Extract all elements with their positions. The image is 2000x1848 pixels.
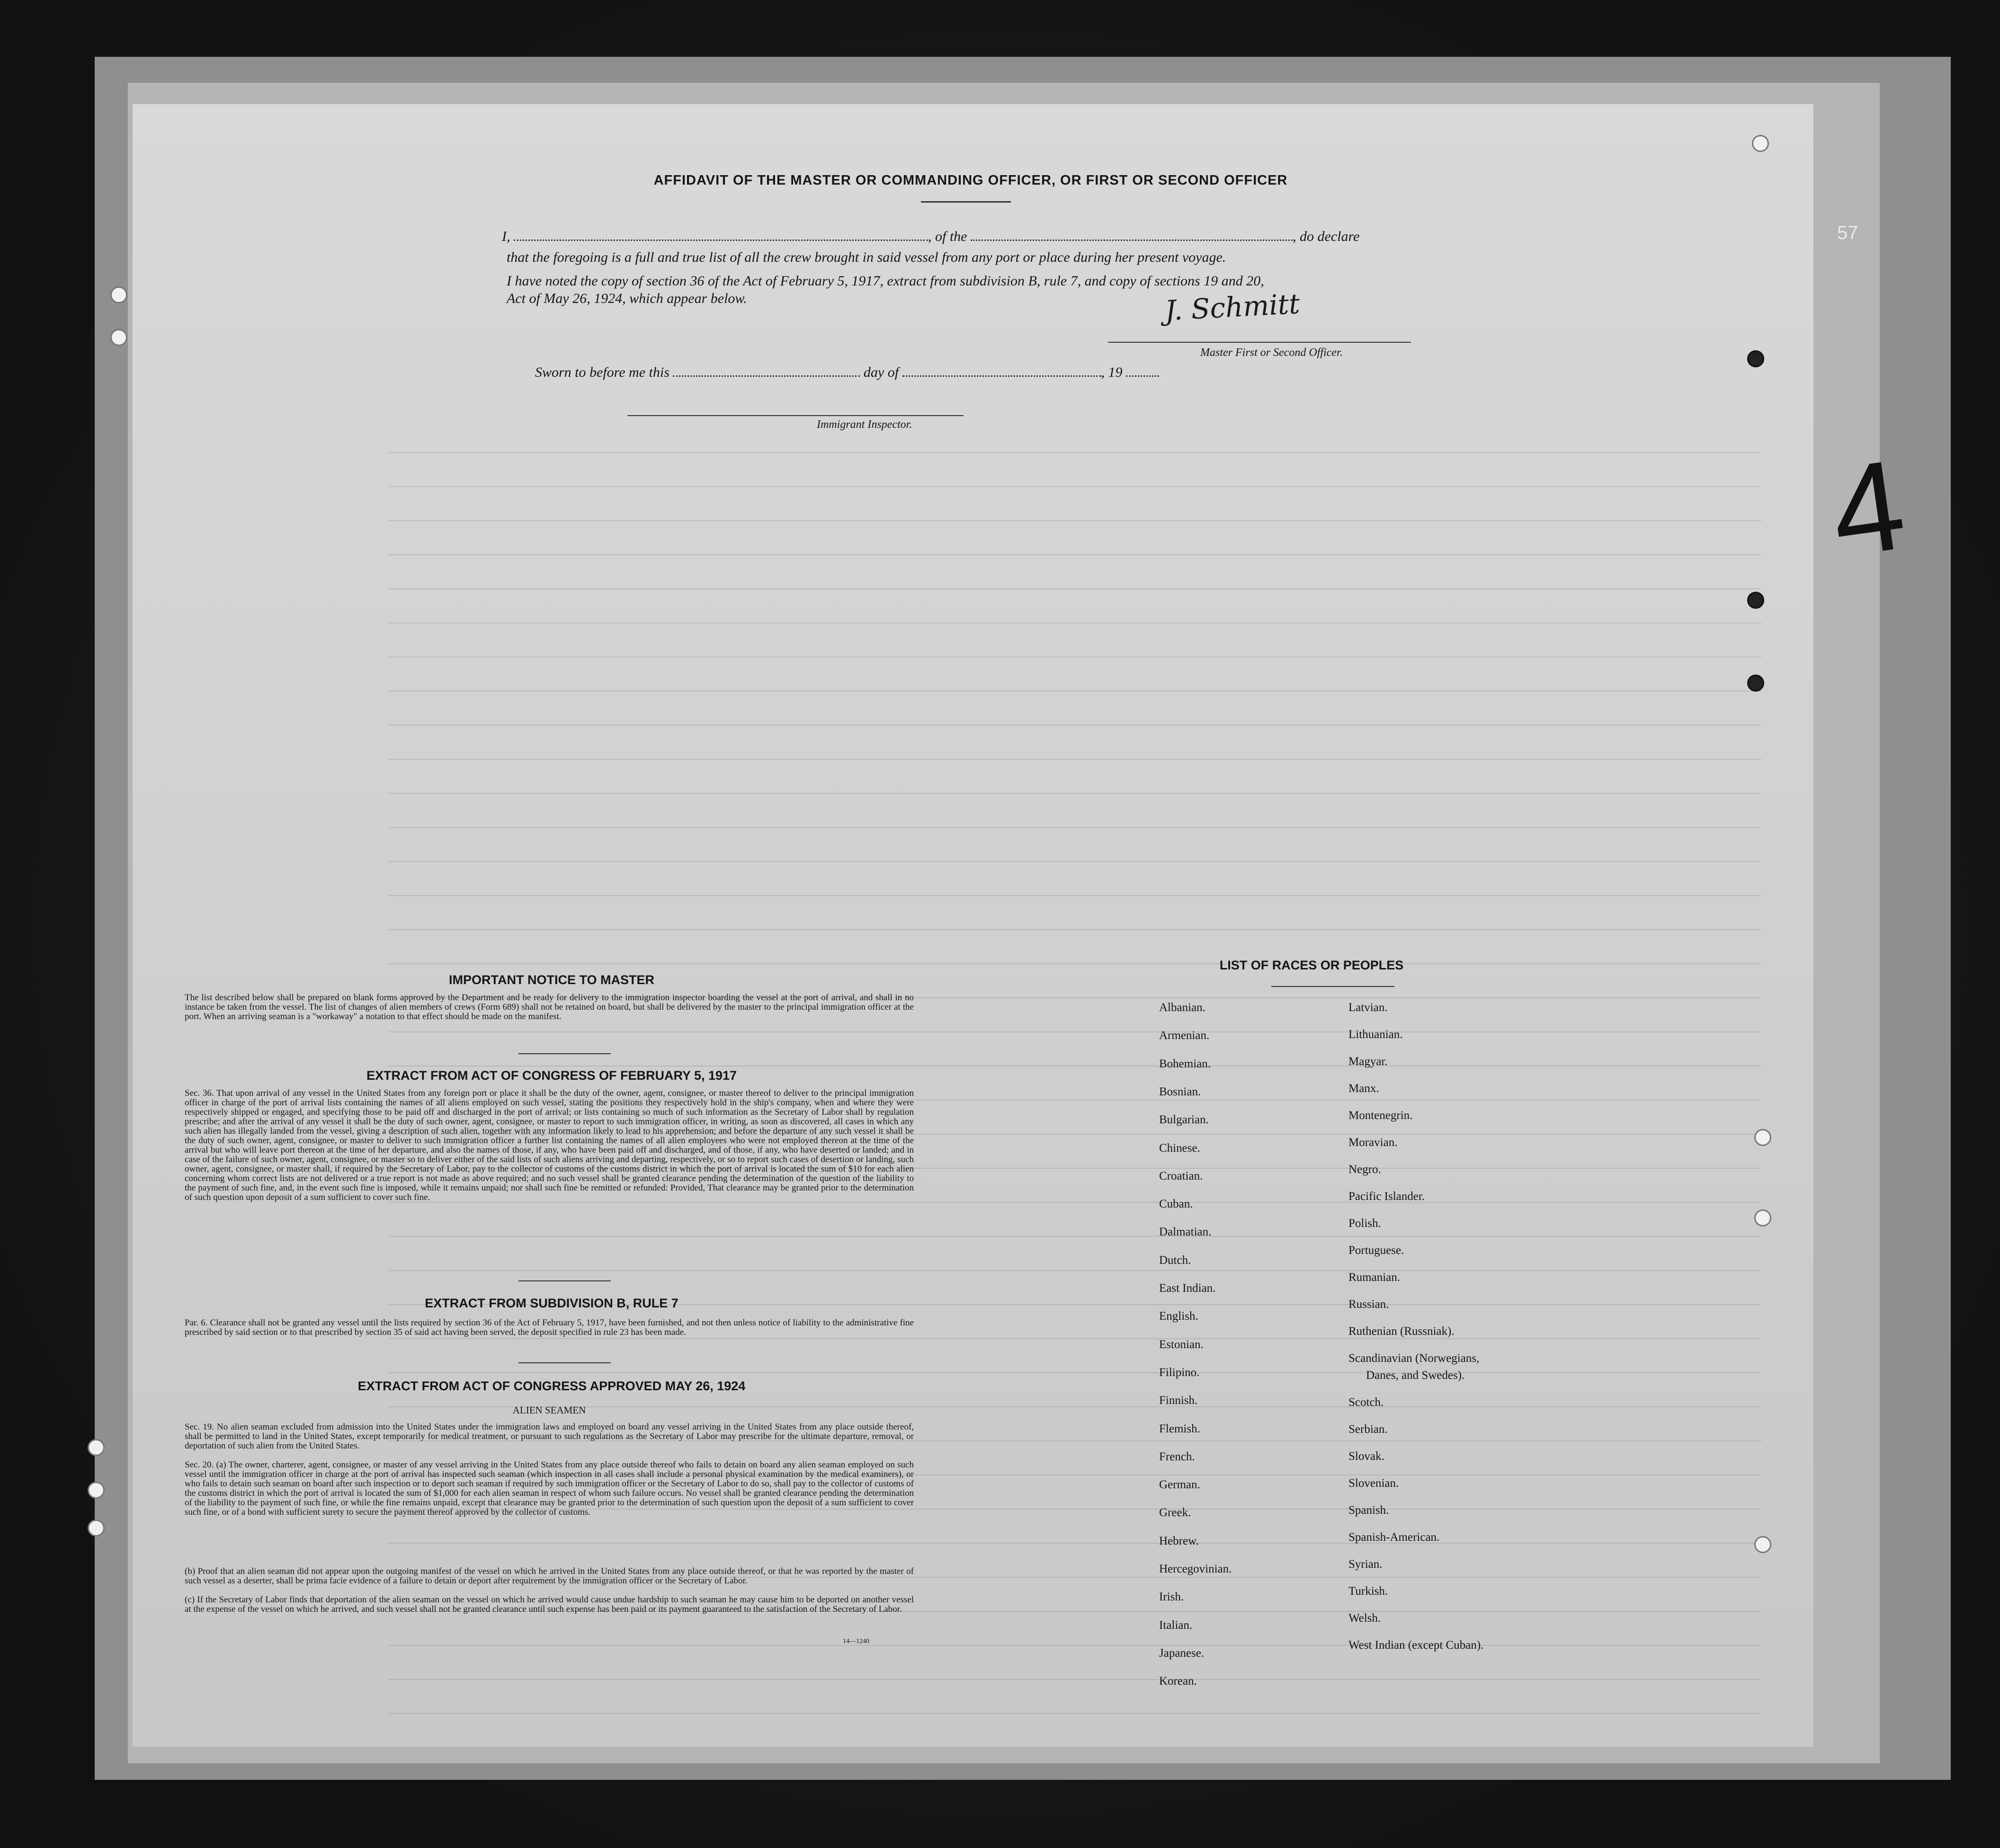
race-item: Irish. xyxy=(1159,1590,1184,1604)
sworn-line xyxy=(535,364,1159,381)
race-item: English. xyxy=(1159,1310,1198,1323)
section-rule xyxy=(518,1280,611,1281)
section-rule xyxy=(518,1362,611,1363)
binder-hole xyxy=(88,1519,105,1537)
affidavit-declare: , do declare xyxy=(1293,229,1360,244)
affidavit-line-4: Act of May 26, 1924, which appear below. xyxy=(507,291,747,306)
race-item: Slovak. xyxy=(1348,1450,1384,1463)
affidavit-line-3: I have noted the copy of section 36 of the Act of February 5, 1917, extract from subdivision B, rule 7, and copy of sections 19 and 20, xyxy=(507,273,1264,289)
race-item: Scotch. xyxy=(1348,1396,1384,1409)
race-item: Hercegovinian. xyxy=(1159,1563,1232,1575)
section-rule xyxy=(518,1053,611,1054)
race-item: Finnish. xyxy=(1159,1394,1198,1407)
race-item: Welsh. xyxy=(1348,1612,1381,1625)
affidavit-of-the: , of the xyxy=(928,229,967,244)
race-item: Spanish-American. xyxy=(1348,1531,1440,1544)
alien-seamen-subtitle: ALIEN SEAMEN xyxy=(512,1404,586,1416)
bleed-through-row xyxy=(388,759,1761,760)
bleed-through-row xyxy=(388,1713,1761,1714)
inspector-line xyxy=(627,415,964,416)
binder-hole xyxy=(1754,1209,1771,1226)
race-item: Russian. xyxy=(1348,1298,1389,1311)
name-blank xyxy=(514,240,928,241)
affidavit-line-2: that the foregoing is a full and true list of all the crew brought in said vessel from any port or place during her present voyage. xyxy=(507,249,1226,265)
race-item: West Indian (except Cuban). xyxy=(1348,1639,1484,1652)
binder-hole xyxy=(1754,1129,1771,1146)
race-item: Serbian. xyxy=(1348,1423,1388,1436)
act-1917-title: EXTRACT FROM ACT OF CONGRESS OF FEBRUARY 5, 1917 xyxy=(366,1068,737,1083)
bleed-through-row xyxy=(388,1645,1761,1646)
binder-hole xyxy=(88,1482,105,1499)
bleed-through-row xyxy=(388,554,1761,555)
notice-title: IMPORTANT NOTICE TO MASTER xyxy=(449,973,654,987)
race-item: Polish. xyxy=(1348,1217,1381,1230)
rule-7-title: EXTRACT FROM SUBDIVISION B, RULE 7 xyxy=(425,1296,679,1310)
race-item: Manx. xyxy=(1348,1082,1379,1095)
bleed-through-row xyxy=(388,1236,1761,1237)
sec-20a-body: Sec. 20. (a) The owner, charterer, agent, consignee, or master of any vessel arriving in the United States from any place outside thereof who fails to detain on board any alien seaman employed on such vessel until the immigration officer in charge at the port of arrival has inspected such seaman (which inspection in all cases shall include a personal physical examination by the medical examiners), or who fails to detain such seaman on board after such inspection or to deport such seaman if required by such immigration officer or the Secretary of Labor to do so, shall pay to the collector of customs of the customs district in which the port of arrival is located the sum of $1,000 for each alien seaman in respect of whom such failure occurs. No vessel shall be granted clearance pending the determination of the liability to the payment of such fine, or while the fine remains unpaid, except that clearance may be granted prior to the determination of such question upon the deposit of a sum sufficient to cover such fine, or of a bond with sufficient surety to secure the payment thereof approved by the collector of customs. xyxy=(185,1460,914,1517)
races-rule xyxy=(1271,986,1394,987)
bleed-through-row xyxy=(388,520,1761,521)
bleed-through-row xyxy=(388,793,1761,794)
bleed-through-row xyxy=(388,963,1761,964)
bleed-through-row xyxy=(388,861,1761,862)
race-item: French. xyxy=(1159,1450,1195,1463)
race-item: Bohemian. xyxy=(1159,1057,1211,1070)
race-item: Japanese. xyxy=(1159,1646,1205,1660)
inspector-caption: Immigrant Inspector. xyxy=(817,418,912,431)
vessel-blank xyxy=(971,240,1293,241)
race-item: Flemish. xyxy=(1159,1422,1200,1435)
year-blank xyxy=(1126,375,1159,377)
bleed-through-row xyxy=(388,1543,1761,1544)
race-item: Hebrew. xyxy=(1159,1534,1199,1547)
race-item: Greek. xyxy=(1159,1506,1191,1519)
race-item: Slovenian. xyxy=(1348,1477,1399,1490)
affidavit-title: AFFIDAVIT OF THE MASTER OR COMMANDING OFFICER, OR FIRST OR SECOND OFFICER xyxy=(653,173,1288,188)
binder-hole xyxy=(1747,675,1764,692)
race-item: Pacific Islander. xyxy=(1348,1190,1425,1203)
race-item: Estonian. xyxy=(1159,1338,1204,1351)
race-item: Albanian. xyxy=(1159,1001,1205,1014)
race-item: East Indian. xyxy=(1159,1282,1216,1295)
race-item: Latvian. xyxy=(1348,1001,1388,1014)
bleed-through-row xyxy=(388,486,1761,487)
affidavit-line-1 xyxy=(502,229,1359,245)
race-item: Filipino. xyxy=(1159,1366,1200,1379)
binder-hole xyxy=(1747,350,1764,367)
race-item: Ruthenian (Russniak). xyxy=(1348,1325,1455,1338)
page-number: 57 xyxy=(1837,222,1858,243)
binder-hole xyxy=(1754,1536,1771,1553)
race-item: Bulgarian. xyxy=(1159,1113,1209,1127)
bleed-through-row xyxy=(388,588,1761,589)
affidavit-i: I, xyxy=(502,229,510,244)
bleed-through-row xyxy=(388,725,1761,726)
race-item: Dutch. xyxy=(1159,1253,1191,1267)
handwritten-numeral: 4 xyxy=(1822,433,1913,584)
race-item: Rumanian. xyxy=(1348,1271,1401,1284)
race-item: Chinese. xyxy=(1159,1141,1200,1155)
bleed-through-row xyxy=(388,1270,1761,1271)
binder-hole xyxy=(110,286,127,303)
bleed-through-row xyxy=(388,1031,1761,1032)
race-item: Scandinavian (Norwegians, xyxy=(1348,1352,1480,1365)
sec-19-body: Sec. 19. No alien seaman excluded from admission into the United States under the immigration laws and employed on board any vessel arriving in the United States from any place outside thereof, shall be permitted to land in the United States, except temporarily for medical treatment, or pursuant to such regulations as the Secretary of Labor may prescribe for the ultimate departure, removal, or deportation of such alien from the United States. xyxy=(185,1422,914,1451)
race-item: Korean. xyxy=(1159,1675,1197,1688)
sec-20c-body: (c) If the Secretary of Labor finds that deportation of the alien seaman on the vessel on which he arrived would cause undue hardship to such seaman he may cause him to be deported on another vessel at the expense of the vessel on which he arrived, and such vessel shall not be granted clearance until such expense has been paid or its payment guaranteed to the satisfaction of the Secretary of Labor. xyxy=(185,1595,914,1614)
act-1917-body: Sec. 36. That upon arrival of any vessel in the United States from any foreign port or place it shall be the duty of the owner, agent, consignee, or master thereof to deliver to the principal immigration officer in charge of the port of arrival lists containing the names of all aliens employed on such vessel, stating the positions they respectively hold in the ship's company, when and where they were respectively shipped or engaged, and specifying those to be paid off and discharged in the port of arrival; or lists containing so much of such information as the Secretary of Labor shall by regulation prescribe; and after the arrival of any vessel it shall be the duty of such owner, agent, consignee, or master to report to such immigration officer, in writing, as soon as discovered, all cases in which any such alien has illegally landed from the vessel, giving a description of such alien, together with any information likely to lead to his apprehension; and before the departure of any such vessel it shall be the duty of such owner, agent, consignee, or master to deliver to such immigration officer a further list containing the names of all alien employees who were not employed thereon at the time of the arrival but who will leave port thereon at the time of her departure, and also the names of those, if any, who have been paid off and discharged, and of those, if any, who have deserted or landed; and in case of the failure of such owner, agent, consignee, or master so to deliver either of the said lists of such aliens arriving and departing, respectively, or so to report such cases of desertion or landing, such owner, agent, consignee, or master shall, if required by the Secretary of Labor, pay to the collector of customs of the customs district in which the port of arrival is located the sum of $10 for each alien concerning whom correct lists are not delivered or a true report is not made as above required; and no such vessel shall be granted clearance pending the determination of the question of the liability to the payment of such fine, and, in the event such fine is imposed, while it remains unpaid; nor shall such fine be remitted or refunded: Provided, That clearance may be granted prior to the determination of such question upon deposit of a sum sufficient to cover such fine. xyxy=(185,1088,914,1202)
master-signature: J. Schmitt xyxy=(1164,287,1301,327)
notice-body: The list described below shall be prepared on blank forms approved by the Department and be ready for delivery to the immigration inspector boarding the vessel at the port of arrival, and shall in no instance be taken from the vessel. The list of changes of alien members of crews (Form 689) shall not be retained on board, but shall be delivered by the master to the principal immigration officer at the port. When an arriving seaman is a "workaway" a notation to that effect should be made on the manifest. xyxy=(185,993,914,1022)
sworn-start: Sworn to before me this xyxy=(535,364,670,380)
race-item: German. xyxy=(1159,1478,1200,1492)
race-item: Croatian. xyxy=(1159,1169,1203,1182)
sworn-year: , 19 xyxy=(1101,364,1123,380)
race-item: Italian. xyxy=(1159,1618,1193,1632)
sworn-day-of: day of xyxy=(863,364,899,380)
race-item: Lithuanian. xyxy=(1348,1028,1403,1041)
binder-hole xyxy=(88,1439,105,1456)
bleed-through-row xyxy=(388,929,1761,930)
bleed-through-row xyxy=(388,452,1761,453)
race-item: Spanish. xyxy=(1348,1504,1389,1517)
month-blank xyxy=(902,375,1101,377)
race-item: Armenian. xyxy=(1159,1029,1210,1042)
bleed-through-row xyxy=(388,827,1761,828)
race-item: Bosnian. xyxy=(1159,1085,1201,1098)
bleed-through-row xyxy=(388,622,1761,623)
form-number: 14—1240 xyxy=(843,1638,869,1645)
race-item: Montenegrin. xyxy=(1348,1109,1413,1122)
act-1924-title: EXTRACT FROM ACT OF CONGRESS APPROVED MAY 26, 1924 xyxy=(357,1379,746,1393)
race-item: Syrian. xyxy=(1348,1558,1383,1571)
bleed-through-row xyxy=(388,1338,1761,1339)
race-item: Dalmatian. xyxy=(1159,1226,1212,1239)
binder-hole xyxy=(1752,135,1769,152)
race-item: Turkish. xyxy=(1348,1585,1388,1598)
sec-20b-body: (b) Proof that an alien seaman did not appear upon the outgoing manifest of the vessel on which he arrived in the United States from any place outside thereof, or that he was reported by the master of such vessel as a deserter, shall be prima facie evidence of a failure to detain or deport after requirement by the immigration officer or the Secretary of Labor. xyxy=(185,1566,914,1586)
bleed-through-row xyxy=(388,895,1761,896)
race-item: Portuguese. xyxy=(1348,1244,1404,1257)
race-item: Moravian. xyxy=(1348,1136,1398,1149)
race-item: Danes, and Swedes). xyxy=(1366,1369,1465,1382)
bleed-through-row xyxy=(388,1679,1761,1680)
race-item: Magyar. xyxy=(1348,1055,1388,1068)
binder-hole xyxy=(110,329,127,346)
race-item: Cuban. xyxy=(1159,1198,1193,1211)
binder-hole xyxy=(1747,592,1764,609)
title-rule xyxy=(921,201,1011,203)
races-title: LIST OF RACES OR PEOPLES xyxy=(1219,958,1404,972)
bleed-through-row xyxy=(388,691,1761,692)
signer-caption: Master First or Second Officer. xyxy=(1200,346,1343,359)
bleed-through-row xyxy=(388,1372,1761,1373)
day-blank xyxy=(673,375,860,377)
race-item: Negro. xyxy=(1348,1163,1381,1176)
rule-7-body: Par. 6. Clearance shall not be granted any vessel until the lists required by section 36 of the Act of February 5, 1917, have been furnished, and not then unless notice of liability to the administrative fine prescribed by said section or to that prescribed by section 35 of said act having been served, the deposit specified in rule 23 has been made. xyxy=(185,1318,914,1337)
signature-line xyxy=(1108,342,1411,343)
